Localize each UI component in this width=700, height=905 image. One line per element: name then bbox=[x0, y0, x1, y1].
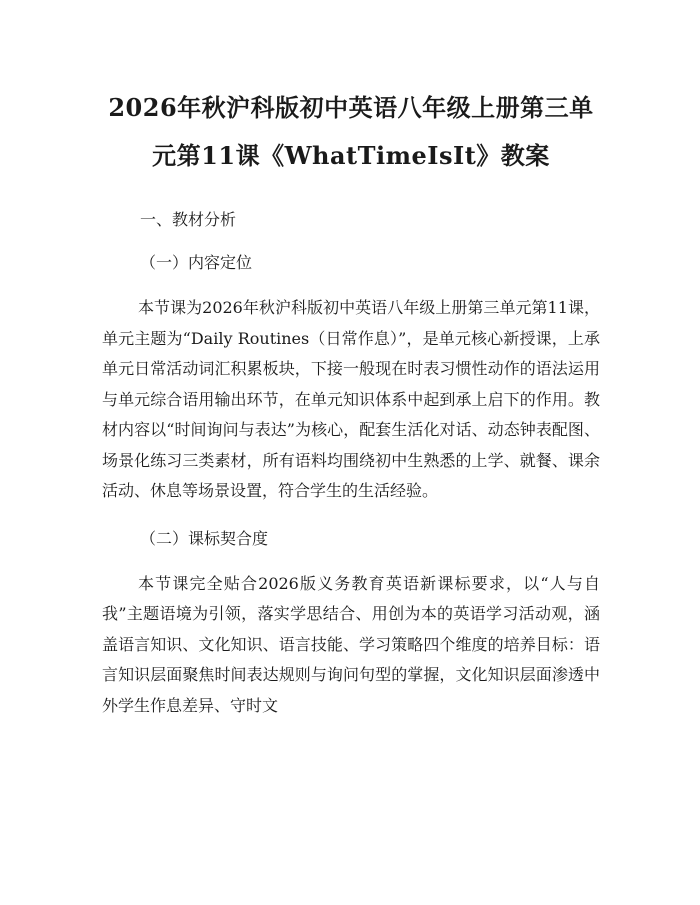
section-heading-textbook-analysis: 一、教材分析 bbox=[140, 210, 237, 229]
title-line-2: 元第11课《WhatTimeIsIt》教案 bbox=[152, 141, 550, 170]
paragraph-content-positioning: 本节课为2026年秋沪科版初中英语八年级上册第三单元第11课，单元主题为“Daily Routines（日常作息）”，是单元核心新授课，上承单元日常活动词汇积累板块，下接一般现在时表习惯性动作的语法运用与单元综合语用输出环节，在单元知识体系中起到承上启下的作用。教材内容以“时间询问与表达”为核心，配套生活化对话、动态钟表配图、场景化练习三类素材，所有语料均围绕初中生熟悉的上学、就餐、课余活动、休息等场景设置，符合学生的生活经验。 bbox=[102, 298, 600, 500]
document-title bbox=[102, 84, 600, 180]
title-line-1: 2026年秋沪科版初中英语八年级上册第三单 bbox=[108, 93, 594, 122]
subsection-heading-curriculum-alignment: （二）课标契合度 bbox=[140, 528, 269, 548]
subsection-heading-content-positioning: （一）内容定位 bbox=[140, 253, 253, 272]
paragraph-curriculum-alignment: 本节课完全贴合2026版义务教育英语新课标要求，以“人与自我”主题语境为引领，落实学思结合、用创为本的英语学习活动观，涵盖语言知识、文化知识、语言技能、学习策略四个维度的培养目标：语言知识层面聚焦时间表达规则与询问句型的掌握，文化知识层面渗透中外学生作息差异、守时文 bbox=[102, 573, 600, 715]
